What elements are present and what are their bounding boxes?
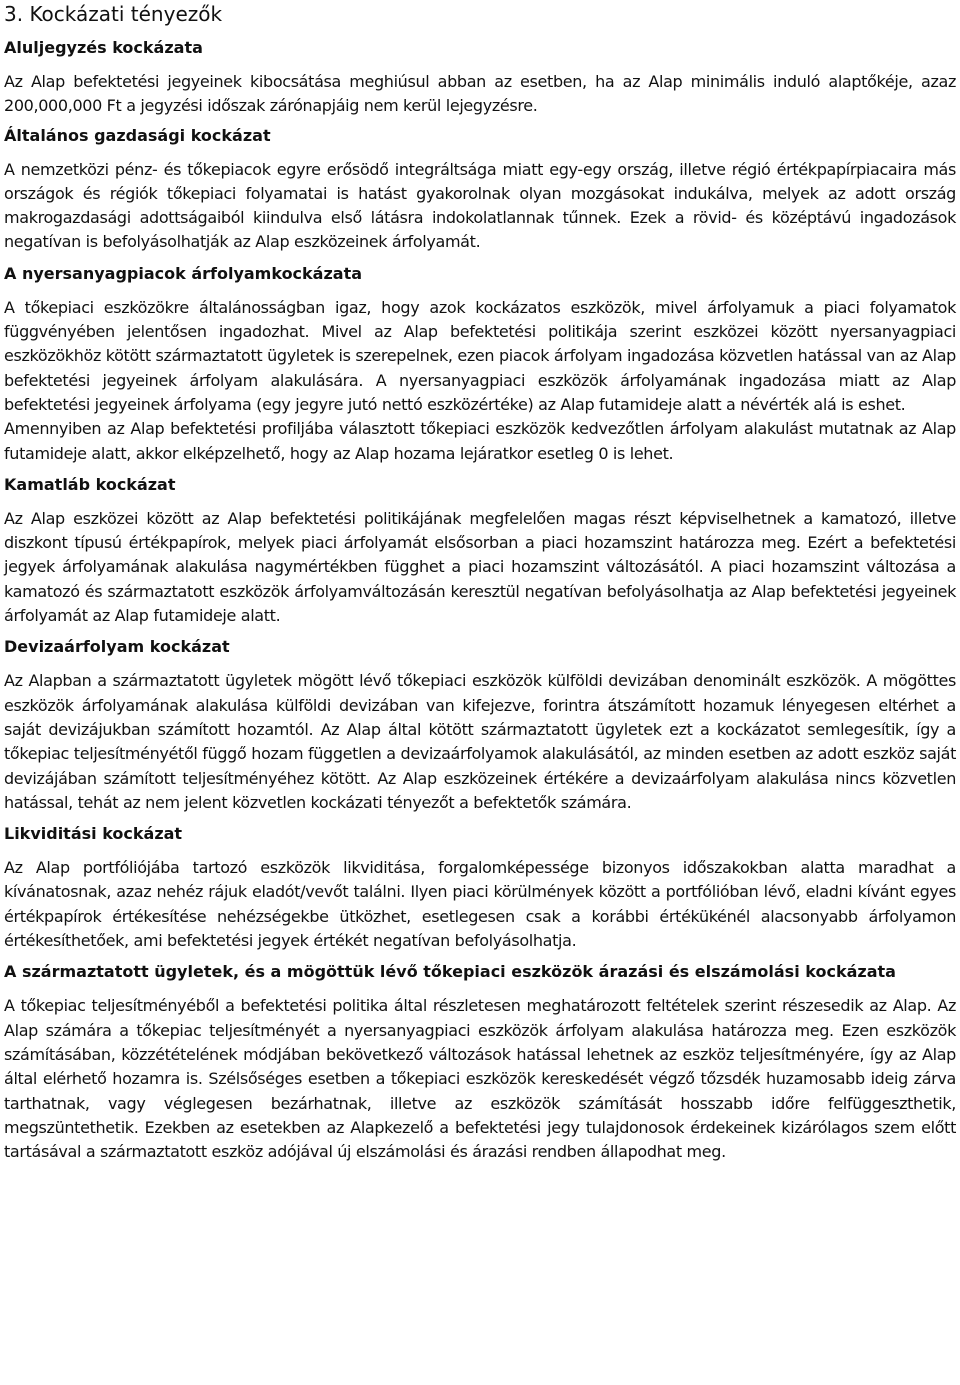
section-title: Általános gazdasági kockázat bbox=[4, 125, 271, 145]
paragraph: A nemzetközi pénz- és tőkepiacok egyre erősödő integráltsága miatt egy-egy ország, illetve régió értékpapírpiacaira más országok és régiók tőkepiaci folyamatai is hatást gyakorolnak olyan mozgásokat indukálva, melyek az adott ország makrogazdasági adottságaiból kiindulva első látásra indokolatlannak tűnnek. Ezek a rövid- és középtávú ingadozások negatívan is befolyásolhatják az Alap eszközeinek árfolyamát. bbox=[4, 159, 956, 252]
section-devizaarfolyam bbox=[4, 636, 956, 815]
paragraph: A tőkepiac teljesítményéből a befektetési politika által részletesen meghatározott feltételek szerint részesedik az Alap. Az Alap számára a tőkepiac teljesítményét a nyersanyagpiaci eszközök árfolyam alakulása határozza meg. Ezen eszközök számításában, közzétételének módjában bekövetkező változások hatással lehetnek az eszköz teljesítményére, így az Alap által elérhető hozamra is. Szélsőséges esetben a tőkepiaci eszközök kereskedését végző tőzsdék huzamosabb ideig zárva tarthatnak, vagy véglegesen bezárhatnak, illetve az eszközök számítását hosszabb időre felfüggeszthetik, megszüntethetik. Ezekben az esetekben az Alapkezelő a befektetési jegy tulajdonosok érdekeinek kizárólagos szem előtt tartásával a származtatott eszköz adójával új elszámolási és árazási rendben állapodhat meg. bbox=[4, 996, 956, 1162]
section-title: Likviditási kockázat bbox=[4, 824, 183, 844]
paragraph: Az Alapban a származtatott ügyletek mögött lévő tőkepiaci eszközök külföldi devizában denominált eszközök. A mögöttes eszközök árfolyamának alakulása külföldi devizában van kifejezve, forintra átszámított hozamuk lényegesen eltérhet a saját devizájukban számított hozamtól. Az Alap által kötött származtatott ügyletek ezt a kockázatot semlegesítik, így a tőkepiac teljesítményétől függő hozam független a devizaárfolyamok alakulásától, az minden esetben az adott eszköz saját devizájában számított teljesítményéhez kötött. Az Alap eszközeinek értékére a devizaárfolyam alakulása nincs közvetlen hatással, tehát az nem jelent közvetlen kockázati tényezőt a befektetők számára. bbox=[4, 671, 956, 812]
paragraph: Az Alap portfóliójába tartozó eszközök likviditása, forgalomképessége bizonyos időszakokban alatta maradhat a kívánatosnak, azaz nehéz rájuk eladót/vevőt találni. Ilyen piaci körülmények között a portfólióban lévő, eladni kívánt egyes értékpapírok értékesítése nehézségekbe ütközhet, esetlegesen csak a korábbi értékükénél alacsonyabb árfolyamon értékesíthetőek, ami befektetési jegyek értékét negatívan befolyásolhatja. bbox=[4, 858, 956, 951]
paragraph: Amennyiben az Alap befektetési profiljába választott tőkepiaci eszközök kedvezőtlen árfolyam alakulást mutatnak az Alap futamideje alatt, akkor elképzelhető, hogy az Alap hozama lejáratkor esetleg 0 is lehet. bbox=[4, 419, 956, 463]
section-nyersanyagpiacok bbox=[4, 263, 956, 466]
section-altalanos-gazdasagi bbox=[4, 125, 956, 255]
section-title: Devizaárfolyam kockázat bbox=[4, 637, 230, 657]
document-page bbox=[0, 1, 960, 1385]
section-aluljegyzes bbox=[4, 37, 956, 119]
section-title: A származtatott ügyletek, és a mögöttük lévő tőkepiaci eszközök árazási és elszámolási kockázata bbox=[4, 962, 896, 982]
paragraph: A tőkepiaci eszközökre általánosságban igaz, hogy azok kockázatos eszközök, mivel árfolyamuk a piaci folyamatok függvényében jelentősen ingadozhat. Mivel az Alap befektetési politikája szerint eszközei között nyersanyagpiaci eszközökhöz kötött származtatott ügyletek is szerepelnek, ezen piacok árfolyam ingadozása közvetlen hatással van az Alap befektetési jegyeinek árfolyam alakulására. A nyersanyagpiaci eszközök árfolyamának ingadozása miatt az Alap befektetési jegyeinek árfolyama (egy jegyre jutó nettó eszközértéke) az Alap futamideje alatt a névérték alá is eshet. bbox=[4, 297, 956, 414]
paragraph: Az Alap befektetési jegyeinek kibocsátása meghiúsul abban az esetben, ha az Alap minimális induló alaptőkéje, azaz 200,000,000 Ft a jegyzési időszak zárónapjáig nem kerül lejegyzésre. bbox=[4, 72, 956, 116]
section-likviditasi bbox=[4, 823, 956, 953]
page-title: 3. Kockázati tényezők bbox=[4, 2, 223, 26]
section-title: Aluljegyzés kockázata bbox=[4, 38, 203, 57]
section-title: A nyersanyagpiacok árfolyamkockázata bbox=[4, 263, 363, 283]
section-kamatlab bbox=[4, 474, 956, 628]
section-title: Kamatláb kockázat bbox=[4, 474, 176, 494]
section-szarmaztatott-ugyletek bbox=[4, 961, 956, 1164]
paragraph: Az Alap eszközei között az Alap befektetési politikájának megfelelően magas részt képviselhetnek a kamatozó, illetve diszkont típusú értékpapírok, melyek piaci árfolyamát elsősorban a piaci hozamszint határozza meg. Ezért a befektetési jegyek árfolyamának alakulása nagymértékben függhet a piaci hozamszint változásától. A piaci hozamszint változása a kamatozó és származtatott eszközök árfolyamváltozásán keresztül negatívan befolyásolhatja az Alap befektetési jegyeinek árfolyamát az Alap futamideje alatt. bbox=[4, 508, 956, 626]
